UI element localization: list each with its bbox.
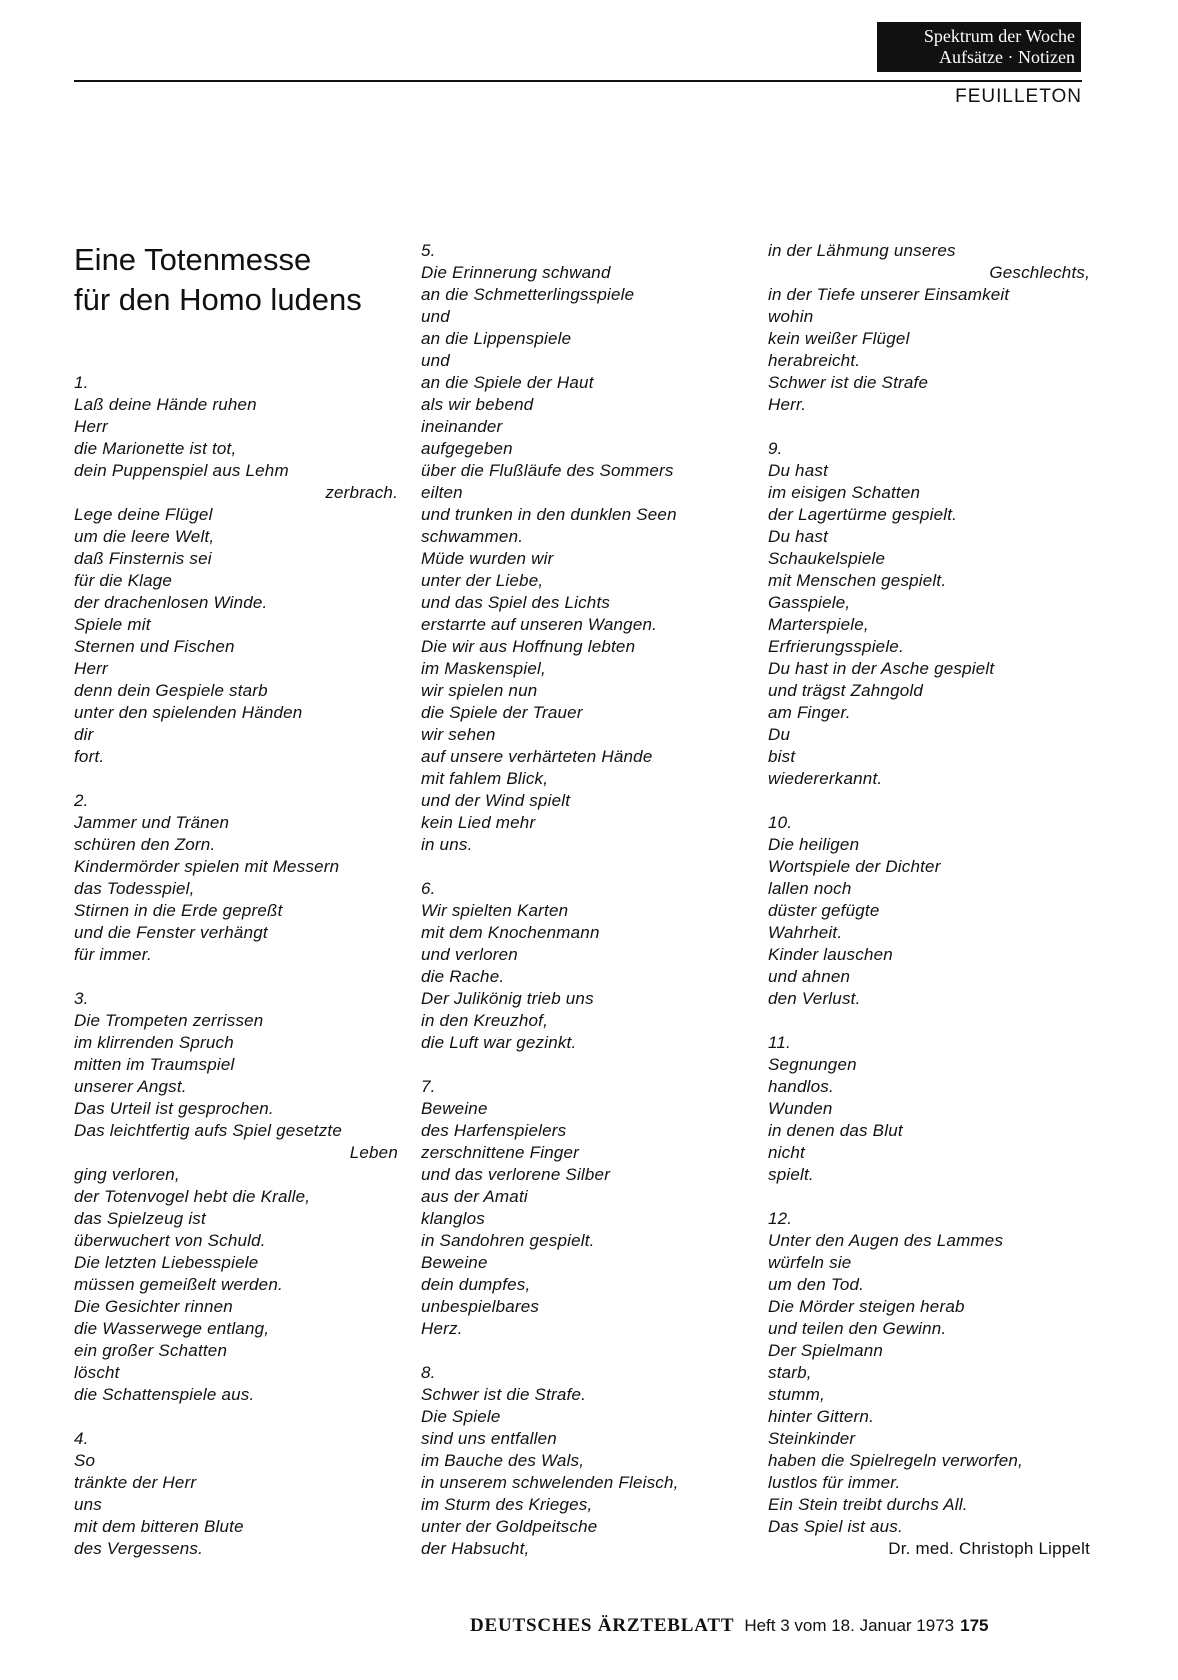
- poem-line: an die Lippenspiele: [421, 329, 572, 348]
- stanza-2: [74, 790, 398, 966]
- poem-line: lustlos für immer.: [768, 1473, 901, 1492]
- poem-line: So: [74, 1451, 96, 1470]
- poem-line: ging verloren,: [74, 1165, 180, 1184]
- poem-line: zerschnittene Finger: [421, 1143, 580, 1162]
- poem-line: das Spielzeug ist: [74, 1209, 206, 1228]
- poem-line: Schwer ist die Strafe: [768, 373, 929, 392]
- author-signature: Dr. med. Christoph Lippelt: [888, 1539, 1090, 1558]
- poem-line: und teilen den Gewinn.: [768, 1319, 947, 1338]
- stanza-8-part-1: [421, 1362, 731, 1560]
- poem-line: und verloren: [421, 945, 518, 964]
- poem-line: nicht: [768, 1143, 805, 1162]
- poem-line: Schwer ist die Strafe.: [421, 1385, 587, 1404]
- poem-line: an die Schmetterlingsspiele: [421, 285, 635, 304]
- poem-line: über die Flußläufe des Sommers: [421, 461, 674, 480]
- stanza-number: 1.: [74, 373, 89, 392]
- stanza-6: [421, 878, 731, 1054]
- poem-line: Du hast: [768, 461, 828, 480]
- stanza-number: 7.: [421, 1077, 436, 1096]
- poem-line: und der Wind spielt: [421, 791, 571, 810]
- poem-line: mit dem bitteren Blute: [74, 1517, 244, 1536]
- stanza-4: [74, 1428, 398, 1560]
- stanza-10: [768, 812, 1090, 1010]
- poem-line: düster gefügte: [768, 901, 880, 920]
- poem-line: Herr.: [768, 395, 807, 414]
- poem-line: müssen gemeißelt werden.: [74, 1275, 283, 1294]
- poem-line: unbespielbares: [421, 1297, 540, 1316]
- poem-line: im Maskenspiel,: [421, 659, 546, 678]
- stanza-7: [421, 1076, 731, 1340]
- poem-line: der Lagertürme gespielt.: [768, 505, 958, 524]
- poem-line: des Vergessens.: [74, 1539, 203, 1558]
- poem-line: die Spiele der Trauer: [421, 703, 583, 722]
- stanza-8-part-2: [768, 240, 1090, 416]
- title-line-1: Eine Totenmesse: [74, 242, 312, 277]
- poem-line: und trunken in den dunklen Seen: [421, 505, 677, 524]
- page-footer: [470, 1615, 988, 1637]
- poem-line: in unserem schwelenden Fleisch,: [421, 1473, 679, 1492]
- poem-line: Steinkinder: [768, 1429, 856, 1448]
- poem-line: Die wir aus Hoffnung lebten: [421, 637, 636, 656]
- article-title: [74, 240, 414, 320]
- poem-line: Die letzten Liebesspiele: [74, 1253, 259, 1272]
- poem-line: Du: [768, 725, 791, 744]
- poem-line: wir spielen nun: [421, 681, 538, 700]
- poem-line: der Totenvogel hebt die Kralle,: [74, 1187, 311, 1206]
- poem-line: Beweine: [421, 1253, 488, 1272]
- poem-line: handlos.: [768, 1077, 834, 1096]
- poem-line: in den Kreuzhof,: [421, 1011, 549, 1030]
- poem-line: die Schattenspiele aus.: [74, 1385, 255, 1404]
- poem-line: in uns.: [421, 835, 473, 854]
- poem-line: uns: [74, 1495, 103, 1514]
- poem-line: unter der Goldpeitsche: [421, 1517, 598, 1536]
- poem-line: die Luft war gezinkt.: [421, 1033, 577, 1052]
- poem-line: Kinder lauschen: [768, 945, 893, 964]
- poem-line: Beweine: [421, 1099, 488, 1118]
- poem-line: Der Julikönig trieb uns: [421, 989, 594, 1008]
- poem-line: der drachenlosen Winde.: [74, 593, 268, 612]
- poem-line: Gasspiele,: [768, 593, 851, 612]
- poem-line: den Verlust.: [768, 989, 861, 1008]
- poem-line: dein Puppenspiel aus Lehm: [74, 461, 289, 480]
- poem-line: Sternen und Fischen: [74, 637, 235, 656]
- poem-line: Segnungen: [768, 1055, 857, 1074]
- poem-line: in der Lähmung unseres: [768, 241, 956, 260]
- poem-line: überwuchert von Schuld.: [74, 1231, 266, 1250]
- stanza-number: 8.: [421, 1363, 436, 1382]
- poem-line: Das Urteil ist gesprochen.: [74, 1099, 274, 1118]
- poem-line: an die Spiele der Haut: [421, 373, 594, 392]
- poem-line: die Marionette ist tot,: [74, 439, 237, 458]
- poem-line: kein weißer Flügel: [768, 329, 910, 348]
- poem-line: Lege deine Flügel: [74, 505, 213, 524]
- poem-line: um die leere Welt,: [74, 527, 215, 546]
- poem-line: Wahrheit.: [768, 923, 843, 942]
- poem-line: Der Spielmann: [768, 1341, 884, 1360]
- poem-line: und das verlorene Silber: [421, 1165, 611, 1184]
- poem-line: mit Menschen gespielt.: [768, 571, 947, 590]
- poem-line: Müde wurden wir: [421, 549, 554, 568]
- poem-line: Die heiligen: [768, 835, 860, 854]
- poem-line: Kindermörder spielen mit Messern: [74, 857, 340, 876]
- poem-line: die Rache.: [421, 967, 505, 986]
- poem-column-1: [74, 372, 398, 1560]
- stanza-number: 9.: [768, 439, 783, 458]
- poem-line: mit fahlem Blick,: [421, 769, 549, 788]
- poem-line: das Todesspiel,: [74, 879, 195, 898]
- poem-line: Ein Stein treibt durchs All.: [768, 1495, 968, 1514]
- poem-line: klanglos: [421, 1209, 485, 1228]
- poem-line: Das Spiel ist aus.: [768, 1517, 903, 1536]
- poem-column-3: [768, 240, 1090, 1560]
- stanza-number: 12.: [768, 1209, 793, 1228]
- poem-line: Wir spielten Karten: [421, 901, 569, 920]
- poem-line: im Sturm des Krieges,: [421, 1495, 593, 1514]
- poem-line: Herz.: [421, 1319, 463, 1338]
- poem-line: Spiele mit: [74, 615, 151, 634]
- stanza-12: [768, 1208, 1090, 1560]
- poem-line: sind uns entfallen: [421, 1429, 557, 1448]
- poem-line: Die Spiele: [421, 1407, 501, 1426]
- poem-line: aufgegeben: [421, 439, 513, 458]
- poem-line: Leben: [349, 1143, 398, 1162]
- poem-line: dir: [74, 725, 94, 744]
- poem-line: Jammer und Tränen: [74, 813, 230, 832]
- stanza-1: [74, 372, 398, 768]
- title-line-2: für den Homo ludens: [74, 282, 362, 317]
- poem-line: und das Spiel des Lichts: [421, 593, 611, 612]
- poem-line: und: [421, 307, 450, 326]
- stanza-3: [74, 988, 398, 1406]
- stanza-number: 10.: [768, 813, 793, 832]
- poem-line: Du hast: [768, 527, 828, 546]
- poem-line: für immer.: [74, 945, 152, 964]
- poem-line: hinter Gittern.: [768, 1407, 874, 1426]
- top-rule: [74, 80, 1082, 82]
- poem-line: wohin: [768, 307, 814, 326]
- poem-line: denn dein Gespiele starb: [74, 681, 268, 700]
- poem-line: daß Finsternis sei: [74, 549, 212, 568]
- poem-line: unserer Angst.: [74, 1077, 187, 1096]
- poem-line: spielt.: [768, 1165, 814, 1184]
- poem-line: auf unsere verhärteten Hände: [421, 747, 653, 766]
- poem-line: ein großer Schatten: [74, 1341, 228, 1360]
- issue-info: Heft 3 vom 18. Januar 1973: [744, 1616, 955, 1635]
- poem-line: um den Tod.: [768, 1275, 865, 1294]
- poem-line: würfeln sie: [768, 1253, 852, 1272]
- poem-line: im Bauche des Wals,: [421, 1451, 585, 1470]
- section-label-line1: Spektrum der Woche: [923, 26, 1075, 46]
- poem-line: schwammen.: [421, 527, 524, 546]
- section-label-line2: Aufsätze · Notizen: [939, 47, 1075, 67]
- stanza-9: [768, 438, 1090, 790]
- poem-line: fort.: [74, 747, 105, 766]
- poem-line: bist: [768, 747, 796, 766]
- stanza-5: [421, 240, 731, 856]
- poem-line: als wir bebend: [421, 395, 534, 414]
- poem-line: in Sandohren gespielt.: [421, 1231, 595, 1250]
- poem-line: im klirrenden Spruch: [74, 1033, 234, 1052]
- poem-line: Die Erinnerung schwand: [421, 263, 611, 282]
- poem-line: tränkte der Herr: [74, 1473, 197, 1492]
- poem-line: und trägst Zahngold: [768, 681, 924, 700]
- poem-line: Geschlechts,: [989, 263, 1090, 282]
- poem-line: Unter den Augen des Lammes: [768, 1231, 1004, 1250]
- poem-line: in denen das Blut: [768, 1121, 903, 1140]
- poem-line: Erfrierungsspiele.: [768, 637, 904, 656]
- poem-line: haben die Spielregeln verworfen,: [768, 1451, 1023, 1470]
- poem-line: Stirnen in die Erde gepreßt: [74, 901, 283, 920]
- poem-line: Marterspiele,: [768, 615, 869, 634]
- poem-line: wir sehen: [421, 725, 496, 744]
- poem-line: aus der Amati: [421, 1187, 528, 1206]
- poem-line: schüren den Zorn.: [74, 835, 216, 854]
- poem-line: zerbrach.: [325, 483, 398, 502]
- poem-line: unter den spielenden Händen: [74, 703, 303, 722]
- section-label-box: [877, 22, 1081, 72]
- section-heading: FEUILLETON: [955, 86, 1082, 107]
- poem-line: dein dumpfes,: [421, 1275, 531, 1294]
- poem-line: löscht: [74, 1363, 120, 1382]
- poem-line: für die Klage: [74, 571, 173, 590]
- poem-line: Die Mörder steigen herab: [768, 1297, 965, 1316]
- poem-line: herabreicht.: [768, 351, 861, 370]
- stanza-number: 11.: [768, 1033, 791, 1052]
- stanza-number: 5.: [421, 241, 436, 260]
- poem-line: der Habsucht,: [421, 1539, 530, 1558]
- stanza-11: [768, 1032, 1090, 1186]
- poem-line: mitten im Traumspiel: [74, 1055, 235, 1074]
- poem-line: am Finger.: [768, 703, 851, 722]
- poem-line: und: [421, 351, 450, 370]
- poem-line: mit dem Knochenmann: [421, 923, 600, 942]
- poem-line: und ahnen: [768, 967, 851, 986]
- stanza-number: 6.: [421, 879, 436, 898]
- poem-column-2: [421, 240, 731, 1560]
- poem-line: eilten: [421, 483, 463, 502]
- poem-line: Du hast in der Asche gespielt: [768, 659, 995, 678]
- poem-line: Wortspiele der Dichter: [768, 857, 941, 876]
- poem-line: Schaukelspiele: [768, 549, 886, 568]
- poem-line: Wunden: [768, 1099, 833, 1118]
- stanza-number: 4.: [74, 1429, 89, 1448]
- stanza-number: 3.: [74, 989, 89, 1008]
- poem-line: im eisigen Schatten: [768, 483, 921, 502]
- poem-line: des Harfenspielers: [421, 1121, 567, 1140]
- poem-line: in der Tiefe unserer Einsamkeit: [768, 285, 1010, 304]
- poem-line: stumm,: [768, 1385, 825, 1404]
- poem-line: und die Fenster verhängt: [74, 923, 268, 942]
- poem-line: starb,: [768, 1363, 812, 1382]
- page-number: 175: [960, 1616, 989, 1635]
- poem-line: Herr: [74, 417, 108, 436]
- stanza-number: 2.: [74, 791, 89, 810]
- poem-line: erstarrte auf unseren Wangen.: [421, 615, 658, 634]
- poem-line: die Wasserwege entlang,: [74, 1319, 270, 1338]
- poem-line: wiedererkannt.: [768, 769, 883, 788]
- poem-line: kein Lied mehr: [421, 813, 536, 832]
- poem-line: Laß deine Hände ruhen: [74, 395, 257, 414]
- poem-line: Das leichtfertig aufs Spiel gesetzte: [74, 1121, 343, 1140]
- journal-name: DEUTSCHES ÄRZTEBLATT: [470, 1615, 735, 1636]
- poem-line: lallen noch: [768, 879, 852, 898]
- poem-line: Herr: [74, 659, 108, 678]
- poem-line: Die Trompeten zerrissen: [74, 1011, 264, 1030]
- poem-line: ineinander: [421, 417, 503, 436]
- poem-line: unter der Liebe,: [421, 571, 544, 590]
- poem-line: Die Gesichter rinnen: [74, 1297, 233, 1316]
